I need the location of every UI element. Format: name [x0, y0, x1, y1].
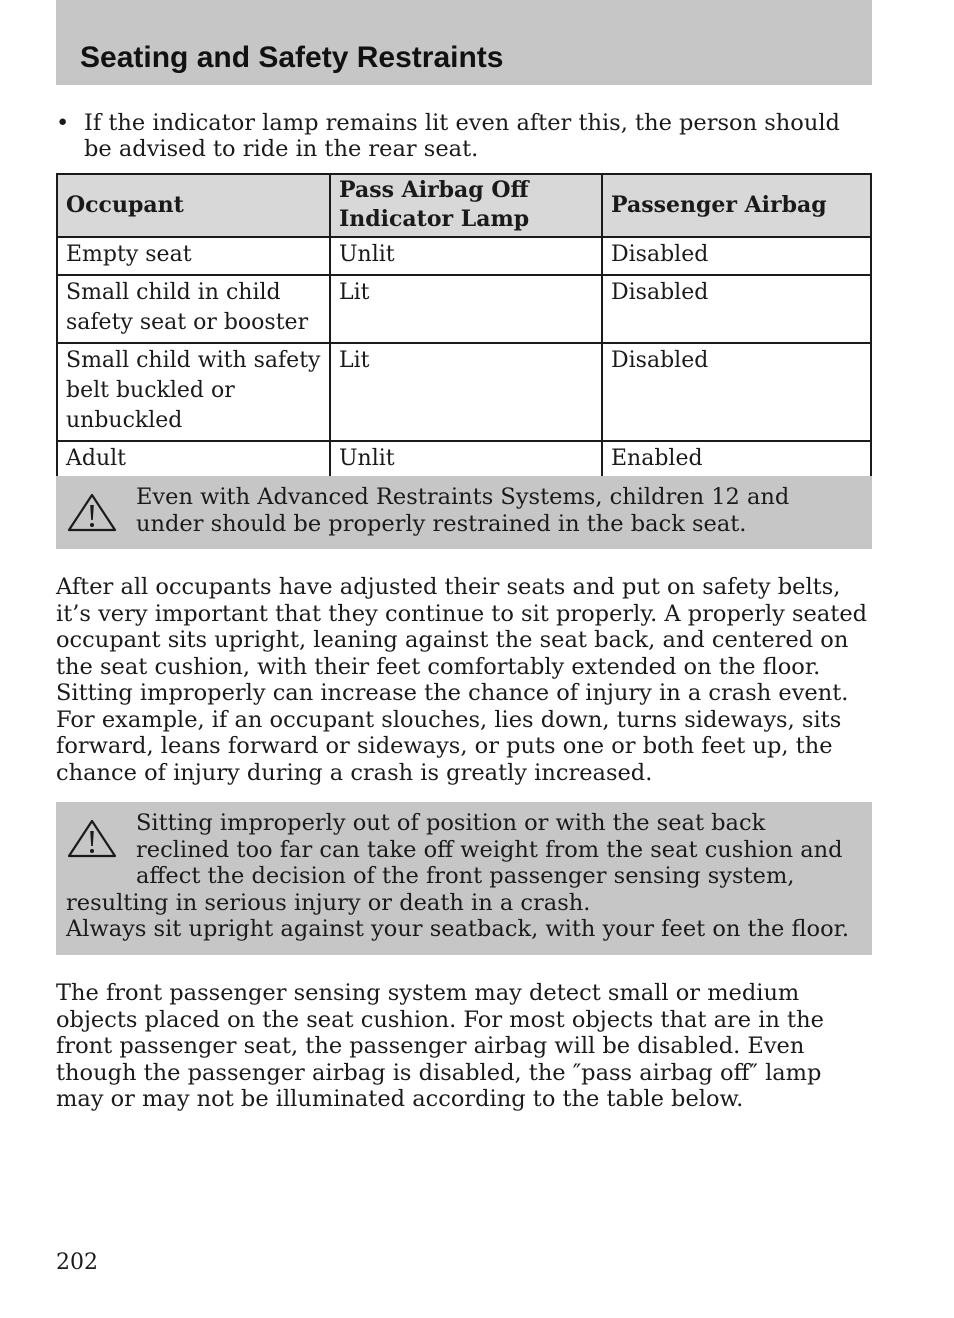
- body-paragraph-sensing: The front passenger sensing system may detect small or medium objects placed on the seat cushion. For most objects that are in the front passenger seat, the passenger airbag will be disabled. Even though the passenger airbag is disabled, the ″pass airbag off″ lamp may or may not be illuminated according to the table below.: [56, 980, 824, 1112]
- table-cell: Unlit: [330, 237, 602, 275]
- bullet-item: [56, 110, 866, 162]
- warning-text-secondary: Always sit upright against your seatback, with your feet on the floor.: [66, 916, 850, 942]
- table-cell: Adult: [57, 441, 330, 479]
- header-bar: [56, 0, 872, 85]
- body-paragraph-posture: After all occupants have adjusted their seats and put on safety belts, it’s very important that they continue to sit properly. A properly seated occupant sits upright, leaning against the seat back, and centered on the seat cushion, with their feet comfortably extended on the floor. Sitting improperly can increase the chance of injury in a crash event. For example, if an occupant slouches, lies down, turns sideways, sits forward, leans forward or sideways, or puts one or both feet up, the chance of injury during a crash is greatly increased.: [56, 574, 868, 786]
- table-row: [57, 275, 871, 343]
- page-number: 202: [56, 1250, 98, 1275]
- airbag-status-table: [56, 173, 872, 480]
- table-cell: Lit: [330, 275, 602, 343]
- table-cell: Disabled: [602, 275, 871, 343]
- table-cell: Small child with safety belt buckled or unbuckled: [57, 343, 330, 441]
- warning-triangle-icon: [66, 492, 118, 534]
- warning-triangle-icon: [66, 818, 118, 860]
- table-header-passenger-airbag: Passenger Airbag: [602, 174, 871, 237]
- warning-box-children: [56, 476, 872, 549]
- table-cell: Empty seat: [57, 237, 330, 275]
- bullet-symbol: •: [56, 110, 70, 136]
- table-cell: Disabled: [602, 343, 871, 441]
- page-title: Seating and Safety Restraints: [80, 41, 504, 74]
- table-row: [57, 441, 871, 479]
- table-row: [57, 343, 871, 441]
- table-header-row: [57, 174, 871, 237]
- warning-text: Even with Advanced Restraints Systems, children 12 and under should be properly restrained in the back seat.: [136, 484, 790, 537]
- table-header-indicator-lamp: Pass Airbag Off Indicator Lamp: [330, 174, 602, 237]
- table-header-occupant: Occupant: [57, 174, 330, 237]
- table-row: [57, 237, 871, 275]
- warning-text: Sitting improperly out of position or with the seat back reclined too far can take off weight from the seat cushion and affect the decision of the front passenger sensing system, resulting in serious injury or death in a crash.: [66, 810, 843, 916]
- bullet-text: If the indicator lamp remains lit even after this, the person should be advised to ride in the rear seat.: [84, 110, 840, 162]
- warning-box-posture: [56, 802, 872, 955]
- table-cell: Unlit: [330, 441, 602, 479]
- table-cell: Enabled: [602, 441, 871, 479]
- table-cell: Disabled: [602, 237, 871, 275]
- table-cell: Small child in child safety seat or booster: [57, 275, 330, 343]
- table-cell: Lit: [330, 343, 602, 441]
